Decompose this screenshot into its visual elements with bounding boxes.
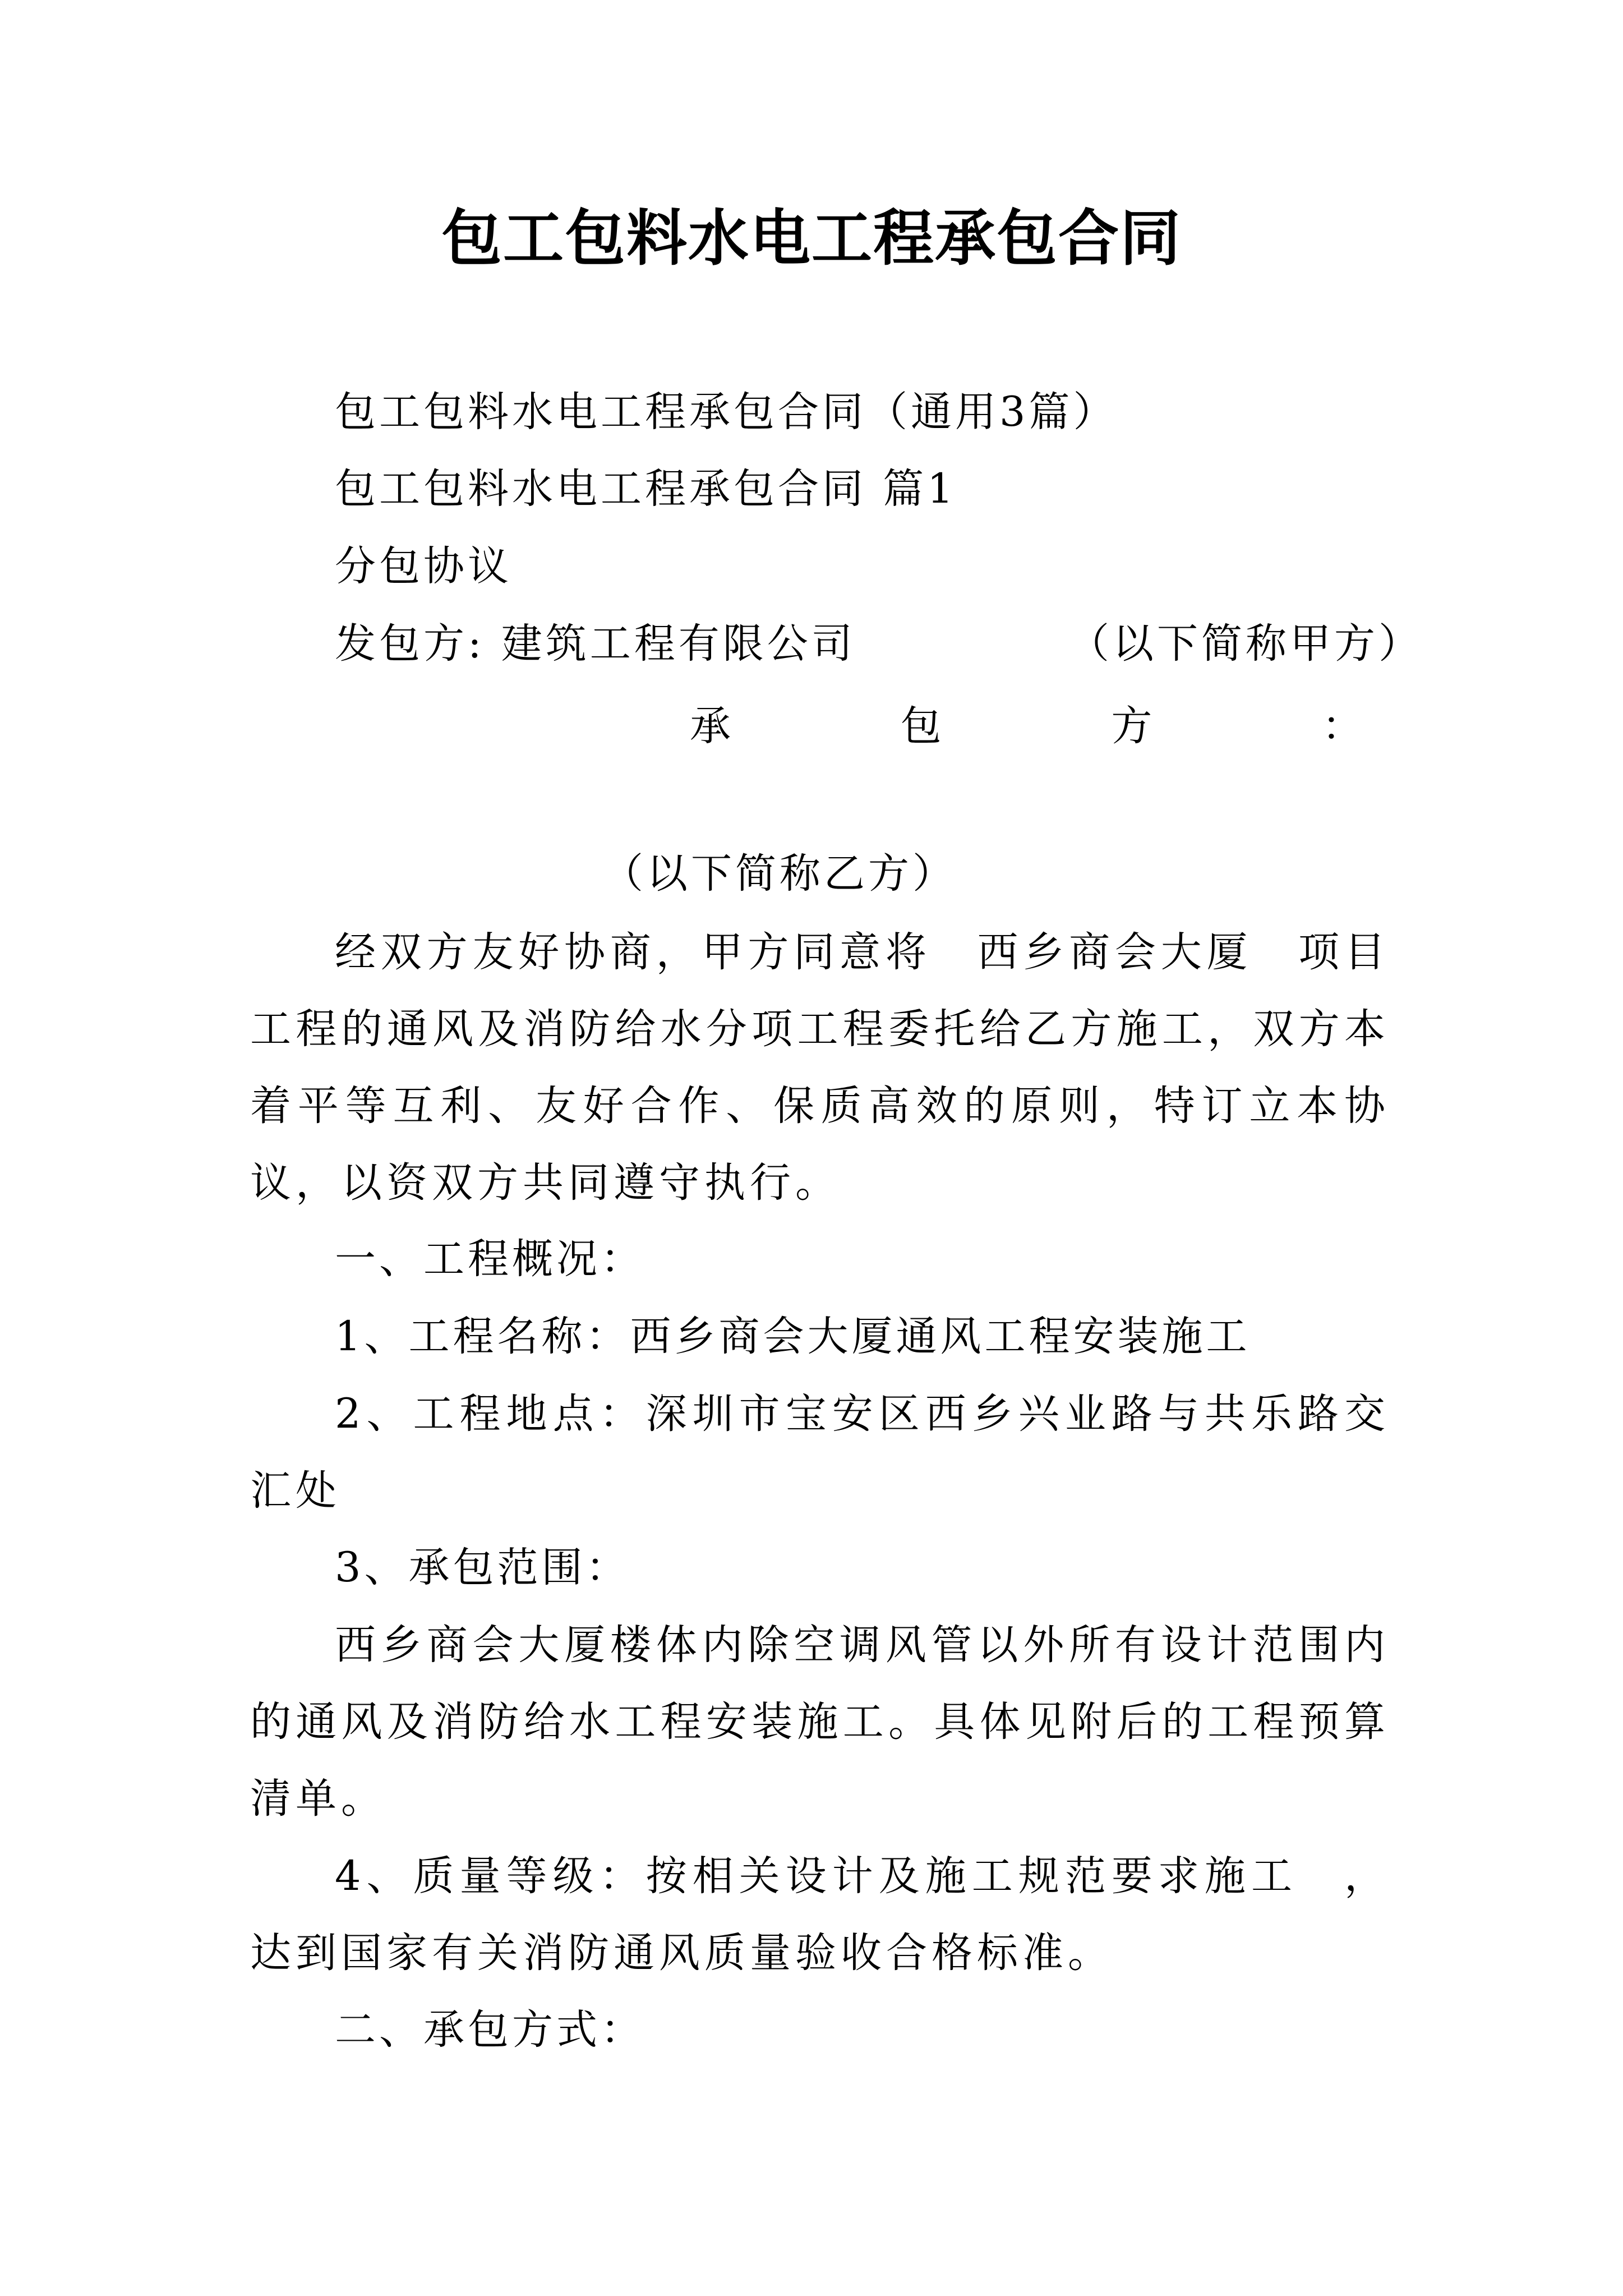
party-b-char: ： [1321,702,1363,750]
article-heading: 包工包料水电工程承包合同 篇1 [335,465,957,513]
item-2: 2、工程地点：深圳市宝安区西乡兴业路与共乐路交汇处 [250,1390,1390,1515]
party-a-label: 发包方: 建筑工程有限公司 [335,620,856,668]
intro-paragraph: 经双方友好协商，甲方同意将 西乡商会大厦 项目工程的通风及消防给水分项工程委托给乙方施工，双方本着平等互利、友好合作、保质高效的原则，特订立本协议，以资双方共同遵守执行。 [250,928,1390,1207]
item-4: 4、质量等级：按相关设计及施工规范要求施工 ，达到国家有关消防通风质量验收合格标准。 [250,1852,1390,1977]
section-2-heading: 二、承包方式： [335,2006,645,2054]
party-b-char: 承 [690,702,731,750]
party-b-char: 方 [1111,702,1152,750]
party-a-note: （以下简称甲方） [1068,620,1423,668]
party-b-char: 包 [900,702,942,750]
party-b-label [690,698,1363,754]
section-1-heading: 一、工程概况： [335,1235,645,1283]
document-title: 包工包料水电工程承包合同 [441,203,1182,274]
agreement-title: 分包协议 [335,542,512,590]
party-b-note: （以下简称乙方） [602,850,957,898]
item-3: 3、承包范围： [335,1544,630,1591]
item-1: 1、工程名称：西乡商会大厦通风工程安装施工 [335,1313,1251,1360]
document-subtitle: 包工包料水电工程承包合同（通用3篇） [335,388,1118,436]
item-3-detail: 西乡商会大厦楼体内除空调风管以外所有设计范围内的通风及消防给水工程安装施工。具体见附后的工程预算清单。 [250,1621,1390,1823]
